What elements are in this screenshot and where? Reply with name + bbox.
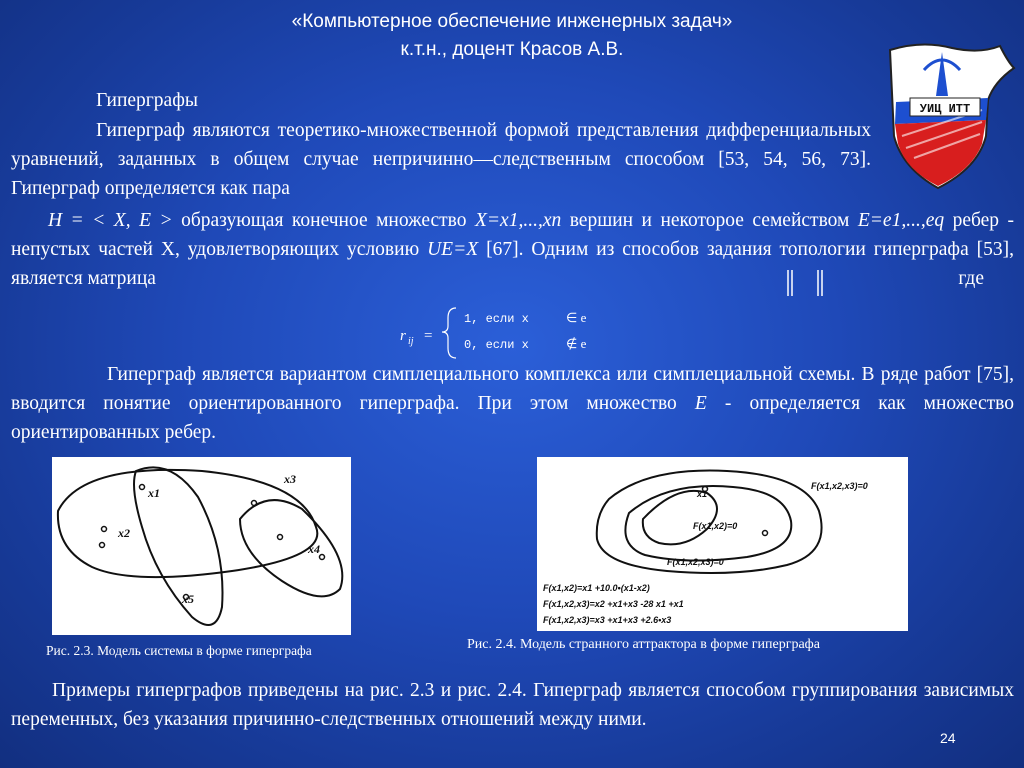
- formula-case1: 1, если x: [464, 312, 529, 326]
- svg-text:=: =: [424, 328, 433, 344]
- formula-lhs-sub: ij: [408, 336, 414, 347]
- vertex-x4: [320, 555, 325, 560]
- matrix-notation: [700, 268, 830, 298]
- formula-case1-tail: ∈ e: [566, 310, 587, 325]
- cover-condition: UE=X: [427, 239, 479, 260]
- shield-red-stripe: [895, 120, 986, 186]
- slide-author: к.т.н., доцент Красов А.В.: [400, 39, 624, 60]
- paragraph-hypergraph-pair: H = < X, E > образующая конечное множество X=x1,...,xn вершин и некоторое семейством E=e1,...,eq ребер - непустых частей X, удовлетворяющих условию UE=X [67]. Одним из способов задания топологии гиперграфа [53], является матрица где: [11, 206, 1014, 293]
- university-logo: [882, 40, 1020, 190]
- fig2-equation-3: F(x1,x2,x3)=x3 +x1+x3 +2.6•x3: [543, 615, 672, 625]
- paragraph-examples: Примеры гиперграфов приведены на рис. 2.3 и рис. 2.4. Гиперграф является способом группирования зависимых переменных, без указания причинно-следственных отношений между ними.: [11, 680, 1014, 730]
- vertex-extra-1: [278, 535, 283, 540]
- label-x4: x4: [308, 542, 320, 556]
- fig2-inner1-label: F(x1,x2)=0: [693, 521, 738, 531]
- label-x3: x3: [284, 472, 296, 486]
- hyperedge-e1: [58, 470, 317, 577]
- paragraph-definition: Гиперграф являются теоретико-множественной формой представления дифференциальных уравнений, заданных в общем случае непричинно—следственным способом [53, 54, 56, 73]. Гиперграф определяется как пара: [11, 120, 871, 199]
- figure-2-4-caption: Рис. 2.4. Модель странного аттрактора в форме гиперграфа: [467, 637, 820, 652]
- formula-case0-tail: ∉ e: [566, 336, 587, 351]
- formula-brace: [442, 308, 456, 358]
- edge-set: E=e1,...,eq: [857, 210, 945, 231]
- fig2-node-label: x1: [697, 489, 708, 499]
- hypergraph-pair: H = < X, E >: [48, 210, 173, 231]
- fig2-equation-2: F(x1,x2,x3)=x2 +x1+x3 -28 x1 +x1: [543, 599, 684, 609]
- figure-attractor-hypergraph: [537, 457, 908, 631]
- vertex-set: X=x1,...,xn: [474, 210, 562, 231]
- hyperedge-e3: [240, 500, 342, 596]
- formula-case0: 0, если x: [464, 338, 529, 352]
- vertex-x1: [140, 485, 145, 490]
- vertex-extra-2: [100, 543, 105, 548]
- fig2-inner2-label: F(x1,x2,x3)=0: [667, 557, 724, 567]
- label-x2: x2: [118, 526, 130, 540]
- page-number: 24: [940, 730, 956, 746]
- section-heading: Гиперграфы: [96, 90, 198, 111]
- vertex-x3: [252, 501, 257, 506]
- label-x1: x1: [148, 486, 160, 500]
- fig2-equation-1: F(x1,x2)=x1 +10.0•(x1-x2): [543, 583, 650, 593]
- incidence-formula: [398, 300, 658, 362]
- figure-system-hypergraph: [52, 457, 351, 635]
- label-x5: x5: [182, 592, 194, 606]
- where-word: где: [958, 268, 984, 289]
- fig2-outer-label: F(x1,x2,x3)=0: [811, 481, 868, 491]
- paragraph-simplicial: Гиперграф является вариантом симплециального комплекса или симплециальной схемы. В ряде работ [75], вводится понятие ориентированного гиперграфа. При этом множество E - определяется как множество ориентированных ребер.: [11, 364, 1014, 443]
- figure-2-3-caption: Рис. 2.3. Модель системы в форме гиперграфа: [46, 643, 312, 658]
- vertex-x2: [102, 527, 107, 532]
- edge-set-symbol: E: [694, 393, 707, 414]
- formula-lhs: r: [400, 328, 406, 344]
- logo-text: УИЦ ИТТ: [919, 102, 971, 116]
- vertex-x-fig2: [763, 531, 768, 536]
- slide-title: «Компьютерное обеспечение инженерных задач»: [291, 11, 733, 32]
